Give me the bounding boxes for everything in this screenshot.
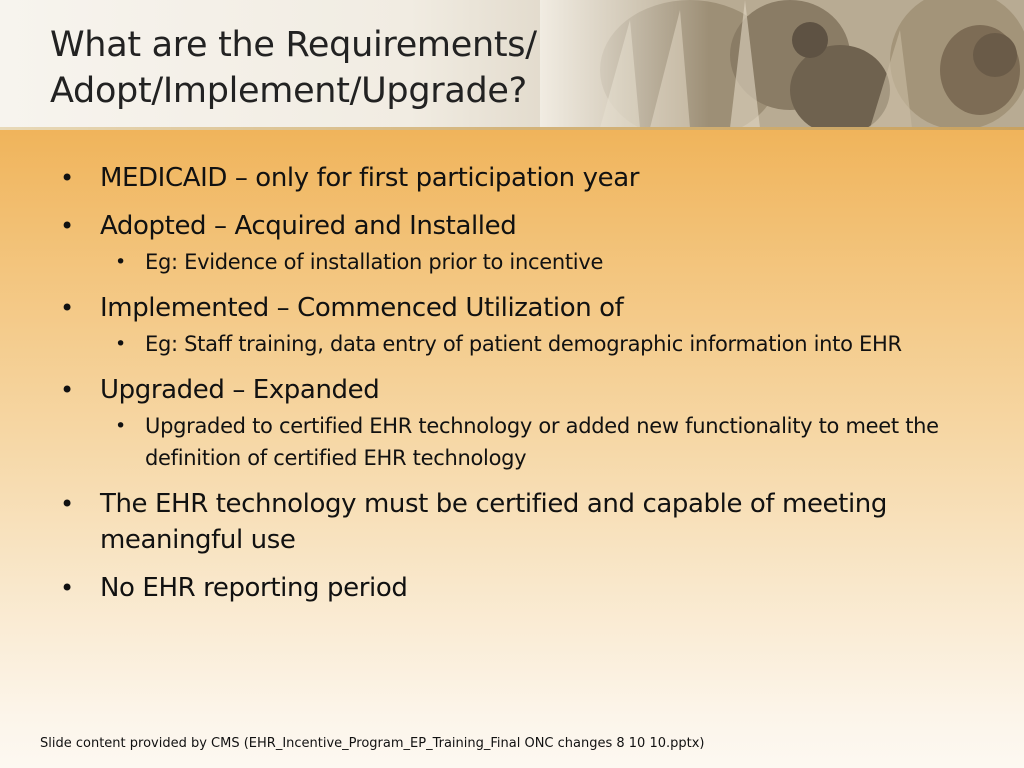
sub-bullet-upgraded: • Upgraded to certified EHR technology or added new functionality to meet the definition of certified EHR technology: [145, 410, 965, 474]
slide-footer-source: Slide content provided by CMS (EHR_Incentive_Program_EP_Training_Final ONC changes 8 10 10.pptx): [40, 736, 705, 751]
bullet-certified: • The EHR technology must be certified and capable of meeting meaningful use: [100, 486, 970, 558]
sub-bullet-implemented: • Eg: Staff training, data entry of patient demographic information into EHR: [145, 328, 965, 360]
bullet-implemented: • Implemented – Commenced Utilization of: [100, 290, 970, 326]
slide-body: [0, 130, 1024, 768]
slide-title: [50, 22, 610, 114]
slide-title-line-2: Adopt/Implement/Upgrade?: [50, 71, 527, 111]
header-photo-decoration: [540, 0, 1024, 128]
bullet-upgraded: • Upgraded – Expanded: [100, 372, 970, 408]
bullet-list: [0, 160, 1024, 606]
sub-bullet-adopted: • Eg: Evidence of installation prior to incentive: [145, 246, 965, 278]
bullet-reporting-period: • No EHR reporting period: [100, 570, 970, 606]
bullet-adopted: • Adopted – Acquired and Installed: [100, 208, 970, 244]
slide-title-line-1: What are the Requirements/: [50, 25, 537, 65]
slide-header: [0, 0, 1024, 128]
bullet-medicaid: • MEDICAID – only for first participation year: [100, 160, 970, 196]
